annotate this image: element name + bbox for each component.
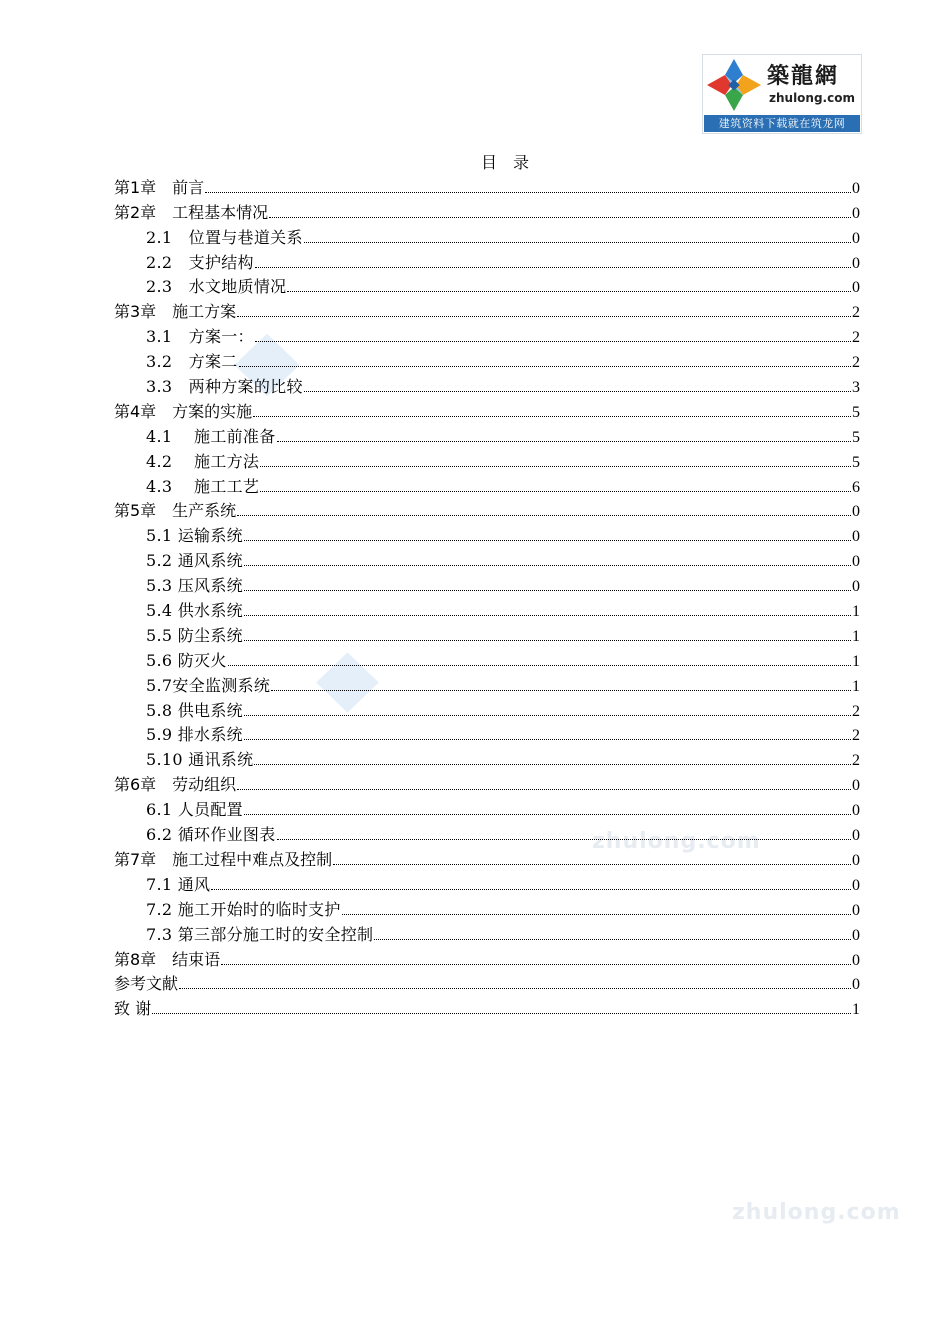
toc-entry-page-number: 0 — [852, 851, 860, 869]
dot-leader — [244, 813, 851, 815]
toc-entry-label: 5.3 压风系统 — [146, 576, 243, 596]
toc-entry-label: 第5章 生产系统 — [114, 501, 237, 521]
watermark-text: zhulong.com — [592, 829, 761, 854]
toc-section-entry[interactable] — [114, 347, 860, 372]
dot-leader — [244, 564, 851, 566]
dot-leader — [304, 241, 851, 243]
toc-section-entry[interactable] — [114, 223, 860, 248]
toc-entry-page-number: 2 — [852, 752, 860, 770]
toc-entry-label: 3.3 两种方案的比较 — [146, 377, 303, 397]
toc-section-entry[interactable] — [114, 546, 860, 571]
toc-entry-page-number: 0 — [852, 503, 860, 521]
toc-entry-page-number: 2 — [852, 304, 860, 322]
toc-entry-label: 参考文献 — [114, 974, 179, 994]
dot-leader — [255, 266, 851, 268]
toc-section-entry[interactable] — [114, 447, 860, 472]
toc-entry-label: 5.9 排水系统 — [146, 725, 243, 745]
toc-entry-page-number: 0 — [852, 229, 860, 247]
dot-leader — [277, 440, 851, 442]
dot-leader — [374, 938, 851, 940]
toc-entry-label: 2.3 水文地质情况 — [146, 277, 287, 297]
dot-leader — [342, 913, 851, 915]
toc-entry-label: 2.2 支护结构 — [146, 252, 254, 272]
toc-entry-page-number: 0 — [852, 777, 860, 795]
toc-entry-label: 致 谢 — [114, 999, 152, 1019]
logo-domain: zhulong.com — [769, 91, 855, 105]
toc-entry-page-number: 0 — [852, 254, 860, 272]
toc-entry-label: 4.3 施工工艺 — [146, 476, 260, 496]
toc-entry-label: 第2章 工程基本情况 — [114, 202, 269, 222]
toc-section-entry[interactable] — [114, 820, 860, 845]
toc-section-entry[interactable] — [114, 422, 860, 447]
toc-entry-page-number: 0 — [852, 279, 860, 297]
toc-entry-label: 5.5 防尘系统 — [146, 625, 243, 645]
toc-entry-label: 5.4 供水系统 — [146, 601, 243, 621]
dot-leader — [254, 763, 851, 765]
toc-entry-label: 第7章 施工过程中难点及控制 — [114, 849, 333, 869]
toc-entry-page-number: 0 — [852, 827, 860, 845]
dot-leader — [237, 514, 851, 516]
toc-entry-label: 2.1 位置与巷道关系 — [146, 227, 303, 247]
toc-entry-label: 5.6 防灭火 — [146, 650, 227, 670]
toc-entry-page-number: 1 — [852, 1001, 860, 1019]
dot-leader — [304, 390, 851, 392]
dot-leader — [179, 987, 851, 989]
toc-entry-page-number: 5 — [852, 453, 860, 471]
dot-leader — [211, 888, 851, 890]
logo-emblem-icon — [705, 57, 763, 113]
toc-section-entry[interactable] — [114, 671, 860, 696]
toc-entry-label: 7.3 第三部分施工时的安全控制 — [146, 924, 374, 944]
toc-entry-page-number: 2 — [852, 727, 860, 745]
toc-entry-page-number: 1 — [852, 677, 860, 695]
toc-entry-label: 5.10 通讯系统 — [146, 750, 254, 770]
dot-leader — [269, 216, 851, 218]
toc-chapter-entry[interactable] — [114, 945, 860, 970]
toc-entry-page-number: 5 — [852, 403, 860, 421]
dot-leader — [260, 490, 851, 492]
dot-leader — [260, 465, 851, 467]
toc-entry-page-number: 0 — [852, 901, 860, 919]
dot-leader — [237, 315, 851, 317]
toc-entry-label: 6.1 人员配置 — [146, 800, 243, 820]
watermark-text: zhulong.com — [732, 1200, 901, 1225]
dot-leader — [205, 191, 851, 193]
toc-entry-label: 第3章 施工方案 — [114, 302, 237, 322]
toc-entry-page-number: 0 — [852, 578, 860, 596]
toc-entry-page-number: 3 — [852, 379, 860, 397]
toc-section-entry[interactable] — [114, 273, 860, 298]
dot-leader — [253, 415, 851, 417]
dot-leader — [271, 689, 851, 691]
toc-section-entry[interactable] — [114, 248, 860, 273]
toc-entry-page-number: 5 — [852, 428, 860, 446]
dot-leader — [228, 664, 851, 666]
toc-chapter-entry[interactable] — [114, 198, 860, 223]
dot-leader — [244, 738, 851, 740]
toc-entry-label: 4.2 施工方法 — [146, 451, 260, 471]
dot-leader — [221, 963, 851, 965]
toc-entry-page-number: 0 — [852, 976, 860, 994]
toc-entry-page-number: 0 — [852, 876, 860, 894]
toc-entry-page-number: 0 — [852, 204, 860, 222]
toc-entry-label: 5.2 通风系统 — [146, 551, 243, 571]
toc-entry-page-number: 0 — [852, 179, 860, 197]
toc-entry-label: 5.8 供电系统 — [146, 700, 243, 720]
toc-chapter-entry[interactable] — [114, 297, 860, 322]
toc-chapter-entry[interactable] — [114, 970, 860, 995]
toc-chapter-entry[interactable] — [114, 397, 860, 422]
dot-leader — [244, 539, 851, 541]
toc-section-entry[interactable] — [114, 596, 860, 621]
zhulong-logo — [702, 54, 862, 134]
toc-section-entry[interactable] — [114, 472, 860, 497]
toc-entry-page-number: 0 — [852, 528, 860, 546]
table-of-contents — [114, 173, 860, 1019]
logo-tagline: 建筑资料下载就在筑龙网 — [704, 115, 860, 132]
toc-entry-page-number: 0 — [852, 553, 860, 571]
dot-leader — [277, 838, 851, 840]
toc-entry-label: 5.1 运输系统 — [146, 526, 243, 546]
toc-section-entry[interactable] — [114, 372, 860, 397]
toc-section-entry[interactable] — [114, 721, 860, 746]
logo-brand: 築龍網 — [767, 63, 840, 89]
toc-entry-page-number: 1 — [852, 652, 860, 670]
toc-entry-page-number: 1 — [852, 627, 860, 645]
toc-title: 目 录 — [480, 153, 529, 172]
toc-entry-label: 6.2 循环作业图表 — [146, 825, 276, 845]
toc-chapter-entry[interactable] — [114, 845, 860, 870]
dot-leader — [244, 714, 851, 716]
toc-section-entry[interactable] — [114, 521, 860, 546]
toc-section-entry[interactable] — [114, 795, 860, 820]
toc-entry-label: 第8章 结束语 — [114, 949, 221, 969]
dot-leader — [244, 639, 851, 641]
toc-entry-label: 7.1 通风 — [146, 874, 211, 894]
dot-leader — [239, 365, 851, 367]
toc-section-entry[interactable] — [114, 895, 860, 920]
dot-leader — [244, 614, 851, 616]
toc-chapter-entry[interactable] — [114, 994, 860, 1019]
toc-chapter-entry[interactable] — [114, 770, 860, 795]
toc-entry-label: 3.2 方案二 — [146, 352, 238, 372]
toc-entry-page-number: 6 — [852, 478, 860, 496]
toc-entry-label: 第4章 方案的实施 — [114, 401, 253, 421]
toc-entry-page-number: 0 — [852, 802, 860, 820]
toc-entry-page-number: 2 — [852, 702, 860, 720]
toc-section-entry[interactable] — [114, 621, 860, 646]
toc-entry-label: 7.2 施工开始时的临时支护 — [146, 899, 341, 919]
dot-leader — [333, 863, 851, 865]
toc-section-entry[interactable] — [114, 870, 860, 895]
dot-leader — [287, 290, 851, 292]
toc-chapter-entry[interactable] — [114, 173, 860, 198]
toc-entry-page-number: 2 — [852, 329, 860, 347]
toc-entry-page-number: 0 — [852, 926, 860, 944]
toc-section-entry[interactable] — [114, 571, 860, 596]
toc-section-entry[interactable] — [114, 322, 860, 347]
toc-section-entry[interactable] — [114, 920, 860, 945]
dot-leader — [152, 1012, 851, 1014]
toc-chapter-entry[interactable] — [114, 497, 860, 522]
toc-entry-label: 第1章 前言 — [114, 177, 205, 197]
dot-leader — [255, 340, 851, 342]
toc-entry-label: 4.1 施工前准备 — [146, 426, 276, 446]
toc-section-entry[interactable] — [114, 646, 860, 671]
toc-entry-page-number: 0 — [852, 951, 860, 969]
toc-entry-label: 3.1 方案一： — [146, 327, 254, 347]
dot-leader — [244, 589, 851, 591]
toc-entry-label: 第6章 劳动组织 — [114, 775, 237, 795]
toc-entry-page-number: 1 — [852, 603, 860, 621]
dot-leader — [237, 788, 851, 790]
toc-section-entry[interactable] — [114, 745, 860, 770]
toc-entry-page-number: 2 — [852, 354, 860, 372]
toc-entry-label: 5.7安全监测系统 — [146, 675, 271, 695]
toc-section-entry[interactable] — [114, 696, 860, 721]
